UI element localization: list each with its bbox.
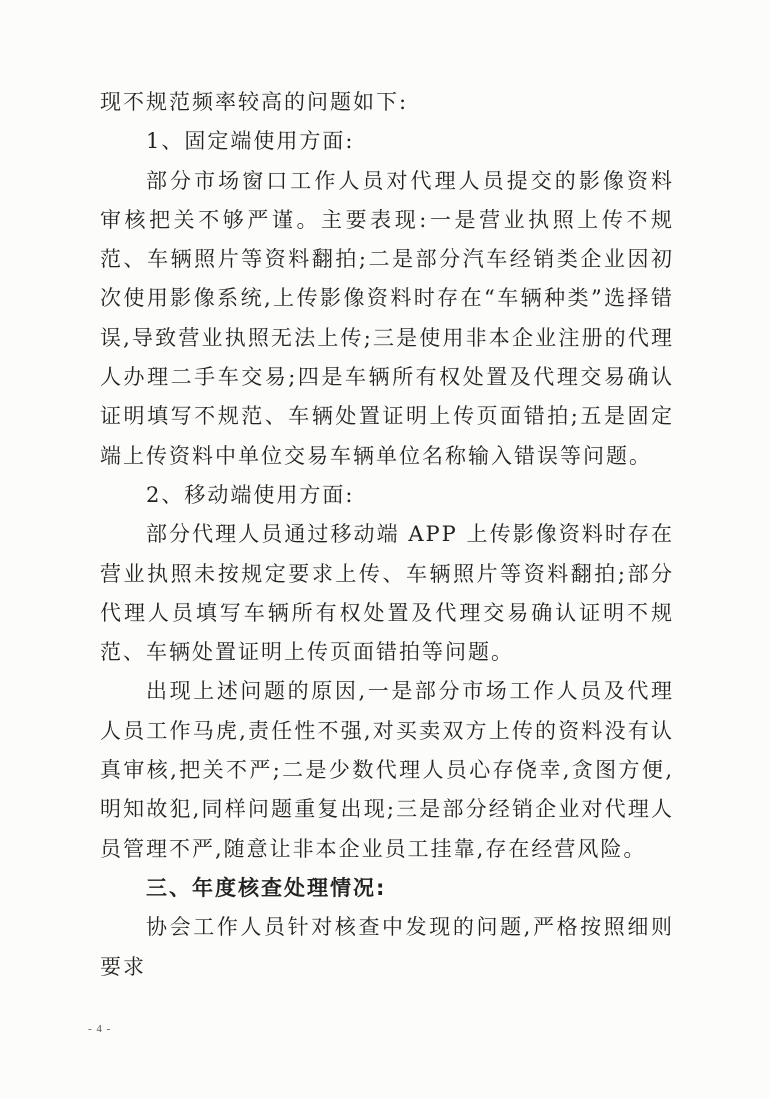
paragraph-continuation: 现不规范频率较高的问题如下:: [100, 90, 409, 114]
subheading-fixed-terminal: 1、固定端使用方面:: [146, 129, 355, 154]
subheading-mobile-terminal: 2、移动端使用方面:: [146, 482, 355, 507]
paragraph-annual-review: 协会工作人员针对核查中发现的问题,严格按照细则要求: [100, 915, 674, 979]
document-body: [100, 83, 674, 987]
paragraph-causes: 出现上述问题的原因,一是部分市场工作人员及代理人员工作马虎,责任性不强,对买卖双方上传的资料没有认真审核,把关不严;二是少数代理人员心存侥幸,贪图方便,明知故犯,同样问题重复出现;三是部分经销企业对代理人员管理不严,随意让非本企业员工挂靠,存在经营风险。: [100, 679, 674, 861]
paragraph-mobile-terminal-issues: 部分代理人员通过移动端 APP 上传影像资料时存在营业执照未按规定要求上传、车辆照片等资料翻拍;部分代理人员填写车辆所有权处置及代理交易确认证明不规范、车辆处置证明上传页面错拍等问题。: [100, 522, 674, 665]
section-heading-annual-review: 三、年度核查处理情况:: [146, 875, 387, 900]
paragraph-fixed-terminal-issues: 部分市场窗口工作人员对代理人员提交的影像资料审核把关不够严谨。主要表现:一是营业执照上传不规范、车辆照片等资料翻拍;二是部分汽车经销类企业因初次使用影像系统,上传影像资料时存在“车辆种类”选择错误,导致营业执照无法上传;三是使用非本企业注册的代理人办理二手车交易;四是车辆所有权处置及代理交易确认证明填写不规范、车辆处置证明上传页面错拍;五是固定端上传资料中单位交易车辆单位名称输入错误等问题。: [100, 168, 674, 468]
page-number: - 4 -: [88, 1023, 112, 1035]
